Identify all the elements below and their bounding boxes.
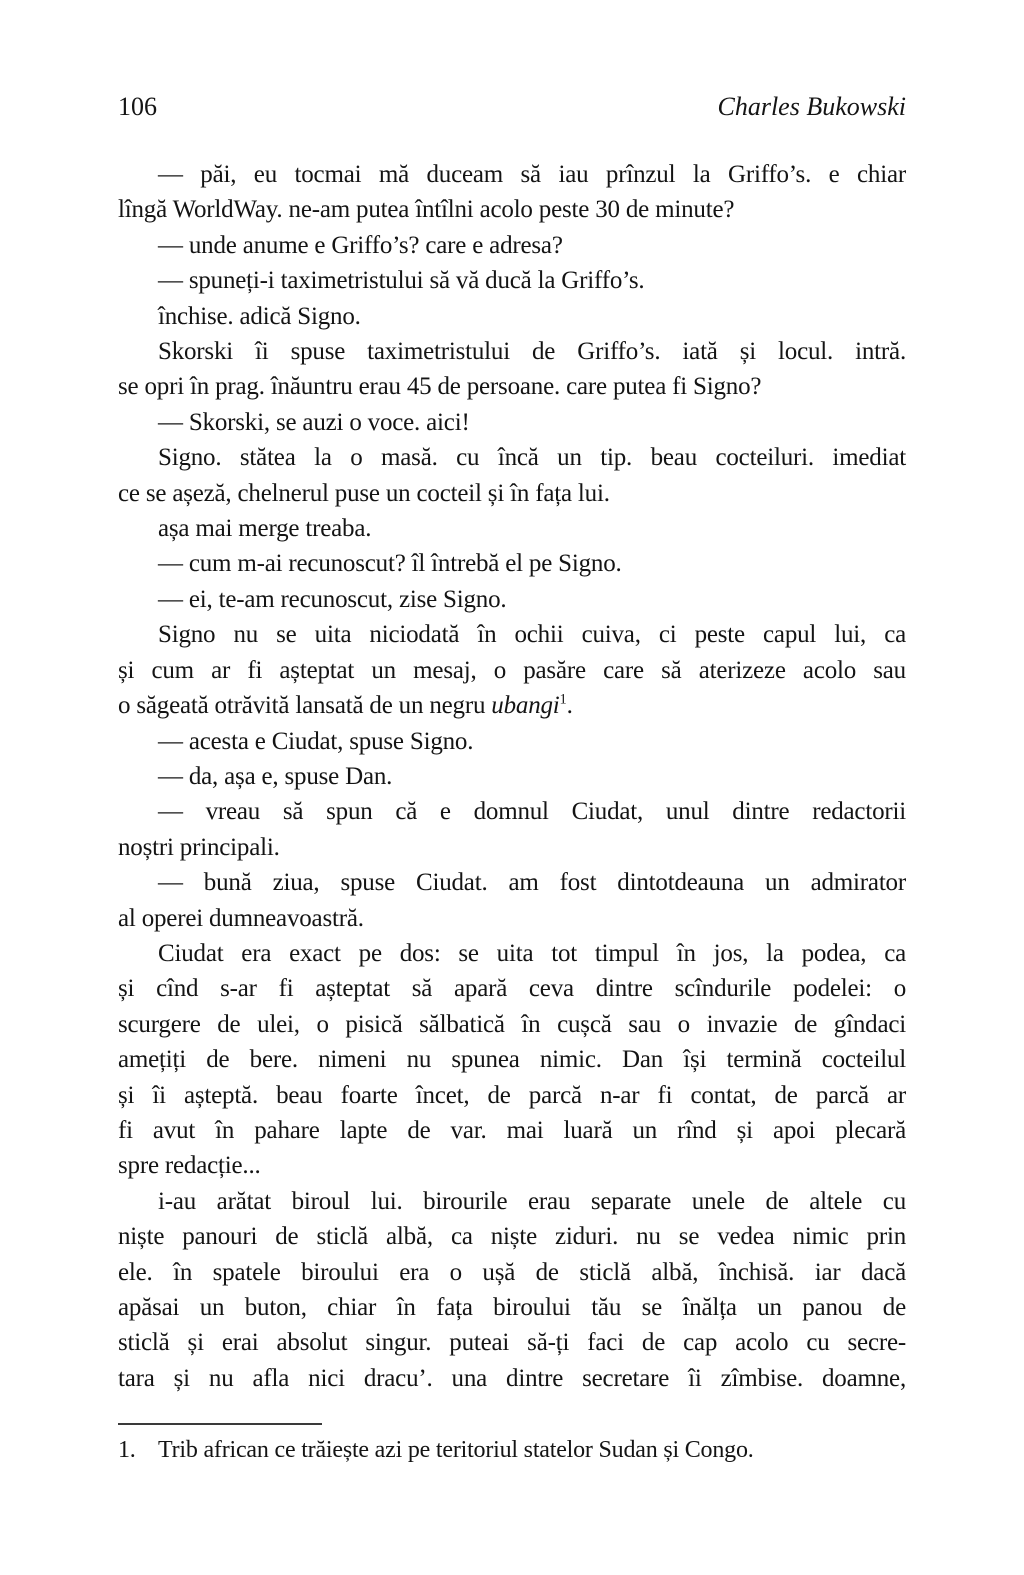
body-line bbox=[118, 476, 906, 511]
text-run: ce se așeză, chelnerul puse un cocteil și în fața lui. bbox=[118, 479, 610, 507]
text-run: o săgeată otrăvită lansată de un negru bbox=[118, 692, 492, 720]
body-line bbox=[118, 653, 906, 688]
body-line bbox=[118, 688, 906, 723]
text-run: — acesta e Ciudat, spuse Signo. bbox=[158, 727, 474, 755]
text-run: se opri în prag. înăuntru erau 45 de persoane. care putea fi Signo? bbox=[118, 373, 762, 401]
paragraph bbox=[118, 1184, 906, 1396]
body-line bbox=[118, 830, 906, 865]
text-run: lîngă WorldWay. ne-am putea întîlni acolo peste 30 de minute? bbox=[118, 196, 735, 224]
body-line bbox=[118, 334, 906, 369]
body-line bbox=[118, 1361, 906, 1396]
body-line bbox=[118, 1255, 906, 1290]
body-line bbox=[118, 192, 906, 227]
text-run: — cum m-ai recunoscut? îl întrebă el pe Signo. bbox=[158, 550, 622, 578]
italic-word: ubangi bbox=[491, 692, 560, 720]
body-line bbox=[118, 263, 906, 298]
paragraph bbox=[118, 865, 906, 936]
body-line bbox=[118, 1078, 906, 1113]
text-run: Signo nu se uita niciodată în ochii cuiva, ci peste capul lui, ca bbox=[158, 621, 906, 649]
body-line bbox=[118, 1113, 906, 1148]
footnote bbox=[118, 1434, 906, 1466]
text-run: ele. în spatele biroului era o ușă de sticlă albă, închisă. iar dacă bbox=[118, 1258, 906, 1286]
text-run: — păi, eu tocmai mă duceam să iau prînzul la Griffo’s. e chiar bbox=[158, 161, 906, 188]
body-line bbox=[118, 1184, 906, 1219]
text-run: apăsai un buton, chiar în fața biroului tău se înălța un panou de bbox=[118, 1294, 906, 1321]
running-header-author: Charles Bukowski bbox=[717, 92, 906, 121]
text-run: Skorski îi spuse taximetristului de Griffo’s. iată și locul. intră. bbox=[158, 338, 906, 366]
paragraph bbox=[118, 936, 906, 1184]
body-line bbox=[118, 582, 906, 617]
body-line bbox=[118, 228, 906, 263]
body-line bbox=[118, 865, 906, 900]
text-run: — da, așa e, spuse Dan. bbox=[158, 762, 393, 790]
paragraph bbox=[118, 299, 906, 334]
text-run: — Skorski, se auzi o voce. aici! bbox=[158, 408, 470, 436]
text-run: — unde anume e Griffo’s? care e adresa? bbox=[158, 231, 563, 259]
text-run: spre redacție... bbox=[118, 1152, 261, 1180]
paragraph bbox=[118, 617, 906, 723]
paragraph bbox=[118, 228, 906, 263]
paragraph bbox=[118, 794, 906, 865]
text-run: Signo. stătea la o masă. cu încă un tip. beau cocteiluri. imediat bbox=[158, 444, 906, 472]
footnote-divider bbox=[118, 1423, 322, 1425]
page-header bbox=[118, 90, 906, 124]
paragraph bbox=[118, 334, 906, 405]
text-run: — spuneți-i taximetristului să vă ducă la Griffo’s. bbox=[158, 267, 645, 295]
paragraph bbox=[118, 263, 906, 298]
body-line bbox=[118, 936, 906, 971]
text-run: sticlă și erai absolut singur. puteai să-ți faci de cap acolo cu secre- bbox=[118, 1329, 906, 1357]
text-run: . bbox=[566, 692, 573, 720]
paragraph bbox=[118, 405, 906, 440]
body-line bbox=[118, 369, 906, 404]
body-line bbox=[118, 759, 906, 794]
text-run: al operei dumneavoastră. bbox=[118, 904, 364, 932]
paragraph bbox=[118, 157, 906, 228]
body-line bbox=[118, 405, 906, 440]
text-run: — ei, te-am recunoscut, zise Signo. bbox=[158, 585, 507, 613]
body-line bbox=[118, 1007, 906, 1042]
paragraph bbox=[118, 582, 906, 617]
body-line bbox=[118, 901, 906, 936]
body-line bbox=[118, 794, 906, 829]
text-run: noștri principali. bbox=[118, 833, 280, 861]
footnote-ref: 1 bbox=[559, 691, 567, 708]
body-line bbox=[118, 440, 906, 475]
body-line bbox=[118, 1148, 906, 1183]
body-line bbox=[118, 511, 906, 546]
paragraph bbox=[118, 511, 906, 546]
paragraph bbox=[118, 440, 906, 511]
body-line bbox=[118, 299, 906, 334]
text-run: — bună ziua, spuse Ciudat. am fost dintotdeauna un admirator bbox=[158, 869, 906, 897]
text-run: niște panouri de sticlă albă, ca niște ziduri. nu se vedea nimic prin bbox=[118, 1223, 906, 1251]
text-run: amețiți de bere. nimeni nu spunea nimic. Dan își termină cocteilul bbox=[118, 1046, 906, 1074]
paragraph bbox=[118, 724, 906, 759]
body-line bbox=[118, 1325, 906, 1360]
page-number: 106 bbox=[118, 92, 157, 121]
paragraph bbox=[118, 546, 906, 581]
text-run: și îi așteptă. beau foarte încet, de parcă n-ar fi contat, de parcă ar bbox=[118, 1081, 906, 1109]
body-line bbox=[118, 724, 906, 759]
body-line bbox=[118, 1219, 906, 1254]
text-run: scurgere de ulei, o pisică sălbatică în cușcă sau o invazie de gîndaci bbox=[118, 1010, 906, 1038]
text-run: i-au arătat biroul lui. birourile erau separate unele de altele cu bbox=[158, 1187, 906, 1215]
text-run: Ciudat era exact pe dos: se uita tot timpul în jos, la podea, ca bbox=[158, 939, 906, 967]
body-line bbox=[118, 971, 906, 1006]
body-line bbox=[118, 1290, 906, 1325]
footnote-marker: 1. bbox=[118, 1437, 136, 1463]
body-line bbox=[118, 546, 906, 581]
text-run: tara și nu afla nici dracu’. una dintre secretare îi zîmbise. doamne, bbox=[118, 1364, 906, 1392]
text-run: — vreau să spun că e domnul Ciudat, unul dintre redactorii bbox=[158, 798, 906, 826]
text-run: fi avut în pahare lapte de var. mai luară un rînd și apoi plecară bbox=[118, 1116, 906, 1144]
footnote-text: Trib african ce trăiește azi pe teritoriul statelor Sudan și Congo. bbox=[158, 1437, 754, 1463]
paragraph bbox=[118, 759, 906, 794]
body-line bbox=[118, 1042, 906, 1077]
text-run: așa mai merge treaba. bbox=[158, 515, 372, 543]
body-line bbox=[118, 157, 906, 192]
body-text bbox=[118, 157, 906, 1396]
text-run: și cum ar fi așteptat un mesaj, o pasăre care să aterizeze acolo sau bbox=[118, 656, 906, 684]
text-run: și cînd s-ar fi așteptat să apară ceva dintre scîndurile podelei: o bbox=[118, 975, 906, 1003]
body-line bbox=[118, 617, 906, 652]
text-run: închise. adică Signo. bbox=[158, 302, 361, 330]
